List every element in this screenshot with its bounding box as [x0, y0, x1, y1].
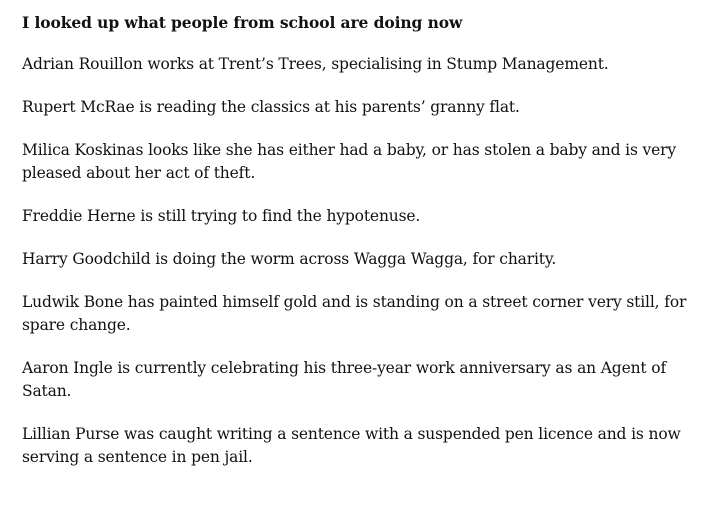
paragraph-adrian: Adrian Rouillon works at Trent’s Trees, specialising in Stump Management.: [22, 55, 609, 73]
document-body: [22, 12, 710, 489]
paragraph-milica: Milica Koskinas looks like she has either had a baby, or has stolen a baby and is very pleased about her act of theft.: [22, 141, 677, 182]
paragraph-aaron: Aaron Ingle is currently celebrating his three-year work anniversary as an Agent of Satan.: [22, 359, 667, 400]
paragraph-harry: Harry Goodchild is doing the worm across Wagga Wagga, for charity.: [22, 250, 557, 268]
document-title: I looked up what people from school are doing now: [22, 13, 463, 32]
paragraph-freddie: Freddie Herne is still trying to find the hypotenuse.: [22, 207, 421, 225]
paragraph-lillian: Lillian Purse was caught writing a sentence with a suspended pen licence and is now serving a sentence in pen jail.: [22, 425, 681, 466]
paragraph-ludwik: Ludwik Bone has painted himself gold and is standing on a street corner very still, for spare change.: [22, 293, 687, 334]
paragraph-rupert: Rupert McRae is reading the classics at his parents’ granny flat.: [22, 98, 520, 116]
